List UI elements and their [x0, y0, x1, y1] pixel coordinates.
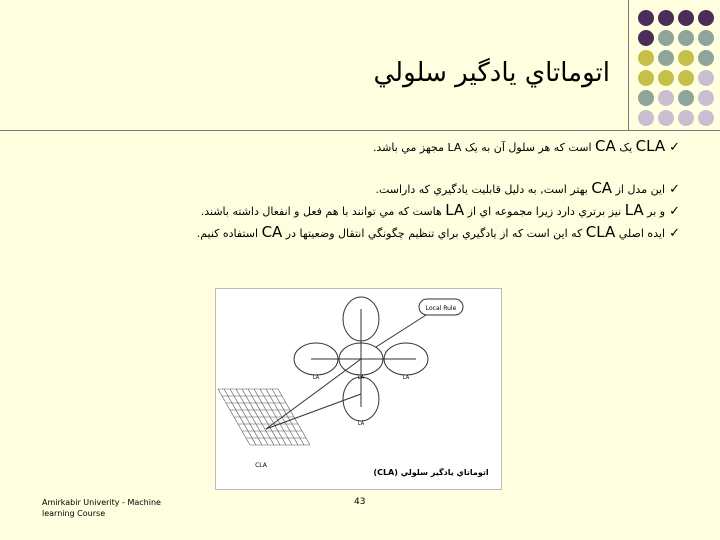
- decorative-dot: [638, 10, 654, 26]
- page-number: 43: [354, 497, 366, 507]
- decorative-dot: [678, 30, 694, 46]
- rule-pointer: [376, 315, 426, 347]
- connector-line: [266, 394, 361, 429]
- decorative-dot: [658, 90, 674, 106]
- horizontal-rule: [0, 130, 720, 131]
- bullet-1: ✓CLA يک CA است كه هر سلول آن به يک LA مجهز مي باشد.: [372, 137, 680, 155]
- decorative-dot: [698, 10, 714, 26]
- check-icon: ✓: [669, 226, 680, 241]
- local-rule-label: Local Rule: [425, 305, 457, 312]
- slide-title: اتوماتاي يادگير سلولي: [373, 58, 610, 88]
- decorative-dot: [698, 110, 714, 126]
- connector-line: [266, 359, 361, 429]
- decorative-dot: [698, 70, 714, 86]
- decorative-dot: [678, 90, 694, 106]
- la-label-right: LA: [402, 375, 410, 381]
- decorative-dot: [698, 50, 714, 66]
- bullet-2: ✓اين مدل از CA بهتر است, به دليل قابليت يادگيري كه داراست.: [375, 179, 680, 197]
- decorative-dot: [658, 10, 674, 26]
- grid-label: CLA: [255, 462, 267, 469]
- decorative-dot: [658, 50, 674, 66]
- decorative-dot: [658, 110, 674, 126]
- decorative-dot: [678, 110, 694, 126]
- decorative-dot: [638, 70, 654, 86]
- decorative-dot: [638, 30, 654, 46]
- footer-institution: Amirkabir Univerity - Machine learning Course: [42, 498, 161, 518]
- vertical-rule: [628, 0, 629, 130]
- decorative-dot: [698, 30, 714, 46]
- la-label-center: LA: [357, 375, 365, 381]
- decorative-dot: [658, 70, 674, 86]
- decorative-dot: [678, 50, 694, 66]
- figure-caption: اتوماتاي يادگير سلولي (CLA): [373, 468, 489, 477]
- decorative-dot: [658, 30, 674, 46]
- decorative-dot: [638, 50, 654, 66]
- decorative-dot-grid: [636, 8, 720, 128]
- cla-diagram: [215, 288, 502, 490]
- check-icon: ✓: [669, 182, 680, 197]
- check-icon: ✓: [669, 140, 680, 155]
- decorative-dot: [678, 70, 694, 86]
- la-label-left: LA: [312, 375, 320, 381]
- decorative-dot: [678, 10, 694, 26]
- cla-diagram-svg: [216, 289, 501, 489]
- decorative-dot: [638, 90, 654, 106]
- check-icon: ✓: [669, 204, 680, 219]
- bullet-3: ✓و بر LA نيز برتري دارد زيرا مجموعه اي از LA هاست كه مي توانند با هم فعل و انفعال داشته باشند.: [200, 201, 680, 219]
- bullet-4: ✓ايده اصلي CLA كه اين است كه از يادگيري براي تنظيم چگونگي انتقال وضعيتها در CA استفاده كنيم.: [196, 223, 680, 241]
- la-label-bottom: LA: [357, 421, 365, 427]
- decorative-dot: [698, 90, 714, 106]
- decorative-dot: [638, 110, 654, 126]
